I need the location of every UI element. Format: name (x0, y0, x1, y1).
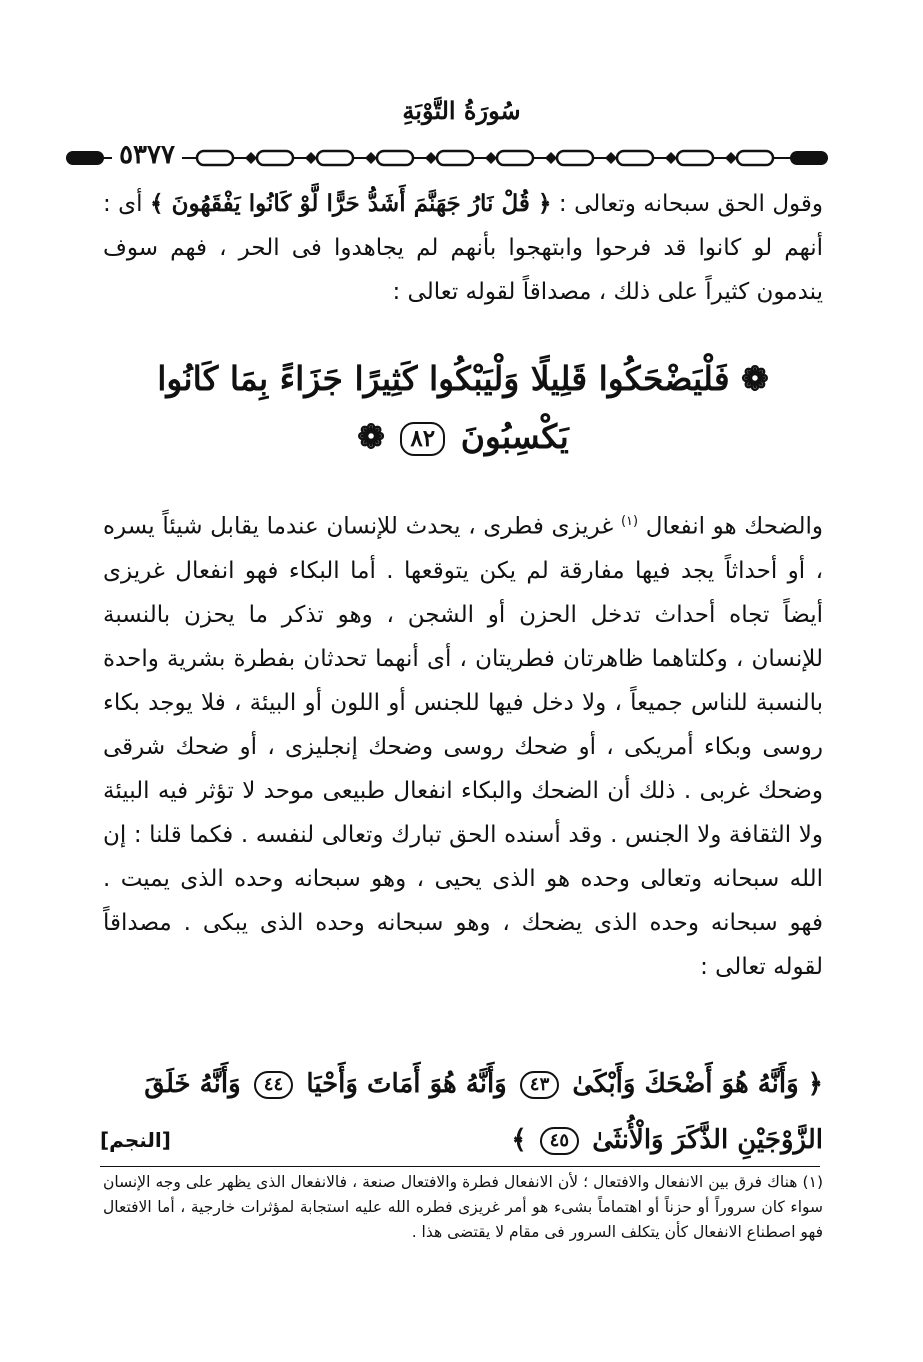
body-text-start: والضحك هو انفعال (645, 513, 823, 540)
verse-part-1: ﴿ وَأَنَّهُ هُوَ أَضْحَكَ وَأَبْكَىٰ (572, 1069, 823, 1099)
verse-line-2 (103, 408, 823, 466)
surah-title: سُورَةُ التَّوْبَةِ (402, 96, 521, 125)
ayah-number-marker: ٨٢ (400, 422, 445, 456)
intro-rest: أى : أنهم لو كانوا قد فرحوا وابتهجوا بأنهم لم يجاهدوا فى الحر ، فهم سوف يندمون كثيراً على ذلك ، مصداقاً لقوله تعالى : (103, 191, 823, 305)
verse-line-1 (103, 350, 823, 408)
body-paragraph (103, 500, 823, 989)
intro-paragraph (103, 182, 823, 314)
verse-close-bracket: ﴾ (511, 1125, 527, 1155)
footnote-divider (100, 1166, 820, 1167)
intro-prefix: وقول الحق سبحانه وتعالى : (551, 191, 824, 217)
ayah-number-marker: ٤٥ (540, 1127, 580, 1155)
surah-source-reference: [النجم] (100, 1128, 171, 1152)
verse-line-1-text: فَلْيَضْحَكُوا قَلِيلًا وَلْيَبْكُوا كَثِيرًا جَزَاءً بِمَا كَانُوا (157, 359, 730, 398)
ayah-number-marker: ٤٣ (520, 1071, 560, 1099)
page-number: ٥٣٧٧ (112, 140, 182, 170)
quran-verse-second (103, 1056, 823, 1168)
footnote: (١) هناك فرق بين الانفعال والافتعال ؛ لأن الانفعال فطرة والافتعال صنعة ، فالانفعال الذى يظهر على وجه الإنسان سواء كان سروراً أو حزناً أو اهتماماً بشىء هو أمر غريزى فطره الله عليه استجابة لمؤثرات خارجية ، أما الافتعال فهو اصطناع الانفعال كأن يتكلف السرور فى مقام لا يقتضى هذا . (103, 1173, 823, 1241)
verse-open-ornament-icon: ❁ (741, 359, 769, 398)
footnote-marker: (١) (620, 514, 639, 529)
quran-quote: ﴿ قُلْ نَارُ جَهَنَّمَ أَشَدُّ حَرًّا لَّوْ كَانُوا يَفْقَهُونَ ﴾ (149, 190, 552, 217)
verse-part-2: وَأَنَّهُ هُوَ أَمَاتَ وَأَحْيَا (306, 1069, 507, 1099)
ayah-number-marker: ٤٤ (254, 1071, 294, 1099)
body-text-rest: غريزى فطرى ، يحدث للإنسان عندما يقابل شيئاً يسره ، أو أحداثاً يجد فيها مفارقة لم يكن يتوقعها . أما البكاء فهو انفعال غريزى أيضاً تجاه أحداث تدخل الحزن أو الشجن ، وهو تذكر ما يحزن بالنسبة للإنسان ، وكلتاهما ظاهرتان فطريتان ، أى أنهما تحدثان بفطرة بشرية واحدة بالنسبة للناس جميعاً ، ولا دخل فيها للجنس أو اللون أو البيئة ، فلا يوجد بكاء روسى وبكاء أمريكى ، أو ضحك روسى وضحك إنجليزى ، أو ضحك شرقى وضحك غربى . ذلك أن الضحك والبكاء انفعال طبيعى موحد لا تؤثر فيه البيئة ولا الثقافة ولا الجنس . وقد أسنده الحق تبارك وتعالى لنفسه . فكما قلنا : إن الله سبحانه وتعالى وحده هو الذى يحيى ، وهو سبحانه وحده الذى يميت . فهو سبحانه وحده الذى يضحك ، وهو سبحانه وحده الذى يبكى . مصداقاً لقوله تعالى : (103, 513, 823, 980)
verse-close-ornament-icon: ❁ (357, 417, 385, 456)
verse-line-2-text: يَكْسِبُونَ (460, 417, 569, 456)
verse-part-3: وَأَنَّهُ خَلَقَ الزَّوْجَيْنِ الذَّكَرَ وَالْأُنثَىٰ (144, 1069, 823, 1155)
quran-verse-main (103, 350, 823, 466)
